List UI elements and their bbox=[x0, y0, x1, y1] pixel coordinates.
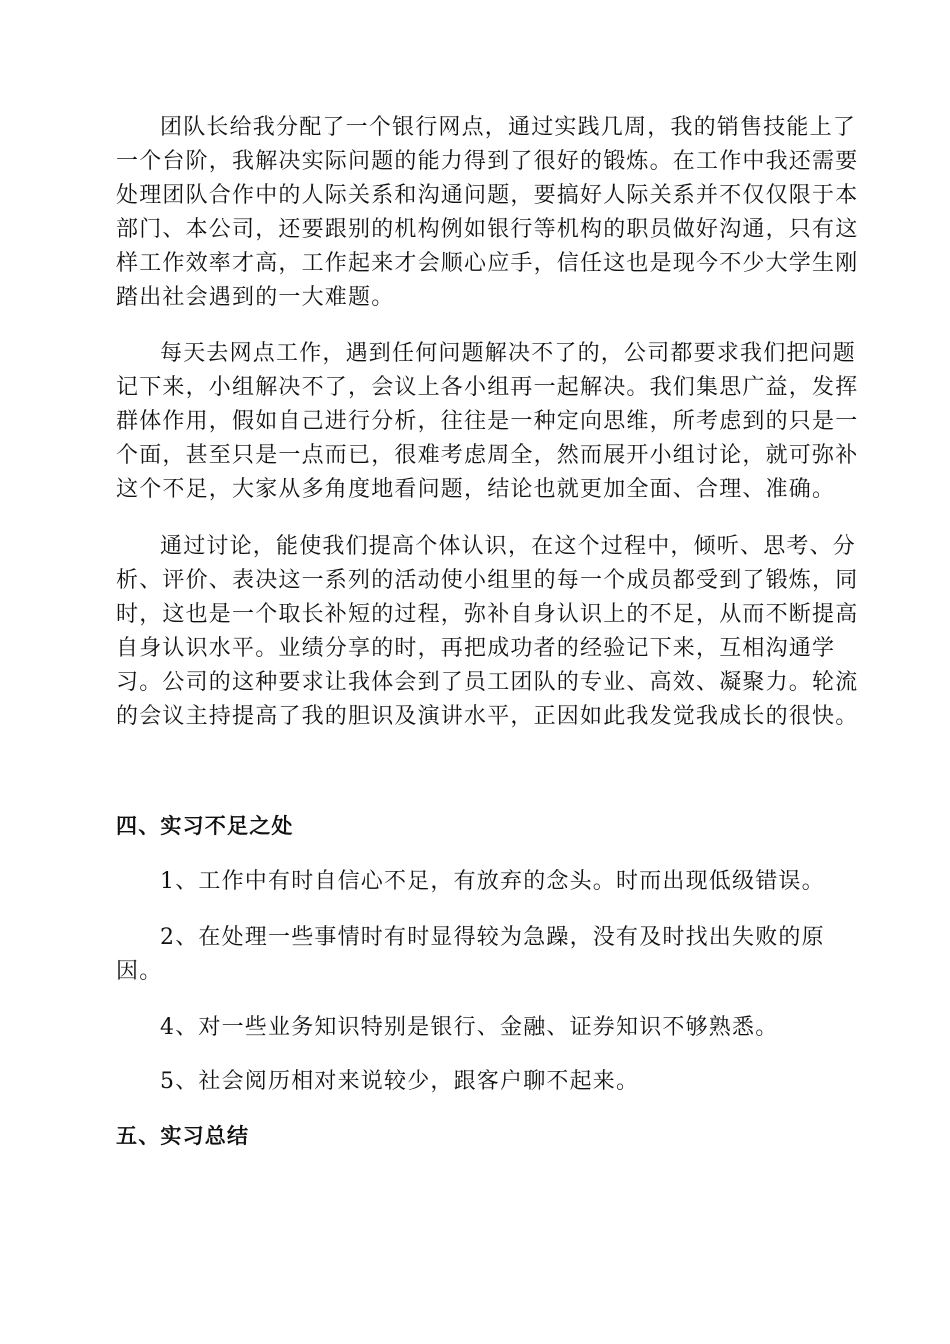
paragraph-2-line-1: 每天去网点工作，遇到任何问题解决不了的，公司都要求我们把问题 bbox=[160, 341, 857, 366]
paragraph-2-line-4: 个面，甚至只是一点而已，很难考虑周全，然而展开小组讨论，就可弥补 bbox=[116, 443, 859, 468]
paragraph-1-line-1: 团队长给我分配了一个银行网点，通过实践几周，我的销售技能上了 bbox=[160, 115, 857, 140]
paragraph-2-line-5: 这个不足，大家从多角度地看问题，结论也就更加全面、合理、准确。 bbox=[116, 477, 836, 502]
paragraph-3-line-2: 析、评价、表决这一系列的活动使小组里的每一个成员都受到了锻炼，同 bbox=[116, 568, 859, 593]
paragraph-1-line-5: 样工作效率才高，工作起来才会顺心应手，信任这也是现今不少大学生刚 bbox=[116, 251, 859, 276]
paragraph-1-line-6: 踏出社会遇到的一大难题。 bbox=[116, 285, 395, 310]
section-5-heading: 五、实习总结 bbox=[116, 1124, 250, 1148]
paragraph-2-line-2: 记下来，小组解决不了，会议上各小组再一起解决。我们集思广益，发挥 bbox=[116, 375, 859, 400]
paragraph-3-line-6: 的会议主持提高了我的胆识及演讲水平，正因如此我发觉我成长的很快。 bbox=[116, 704, 859, 729]
section-4-item-1: 1、工作中有时自信心不足，有放弃的念头。时而出现低级错误。 bbox=[160, 869, 825, 894]
paragraph-1-line-4: 部门、本公司，还要跟别的机构例如银行等机构的职员做好沟通，只有这 bbox=[116, 217, 859, 242]
section-4-item-4: 5、社会阅历相对来说较少，跟客户聊不起来。 bbox=[160, 1069, 640, 1094]
section-4-item-2-line-1: 2、在处理一些事情时有时显得较为急躁，没有及时找出失败的原 bbox=[160, 925, 825, 950]
paragraph-3-line-3: 时，这也是一个取长补短的过程，弥补自身认识上的不足，从而不断提高 bbox=[116, 602, 859, 627]
paragraph-3-line-1: 通过讨论，能使我们提高个体认识，在这个过程中，倾听、思考、分 bbox=[160, 534, 857, 559]
paragraph-2-line-3: 群体作用，假如自己进行分析，往往是一种定向思维，所考虑到的只是一 bbox=[116, 409, 859, 434]
section-4-item-3: 4、对一些业务知识特别是银行、金融、证券知识不够熟悉。 bbox=[160, 1015, 779, 1040]
section-4-item-2-line-2: 因。 bbox=[116, 959, 163, 984]
paragraph-1-line-2: 一个台阶，我解决实际问题的能力得到了很好的锻炼。在工作中我还需要 bbox=[116, 149, 859, 174]
paragraph-3-line-4: 自身认识水平。业绩分享的时，再把成功者的经验记下来，互相沟通学 bbox=[116, 636, 836, 661]
paragraph-3-line-5: 习。公司的这种要求让我体会到了员工团队的专业、高效、凝聚力。轮流 bbox=[116, 670, 859, 695]
paragraph-1-line-3: 处理团队合作中的人际关系和沟通问题，要搞好人际关系并不仅仅限于本 bbox=[116, 183, 859, 208]
section-4-heading: 四、实习不足之处 bbox=[116, 814, 294, 838]
